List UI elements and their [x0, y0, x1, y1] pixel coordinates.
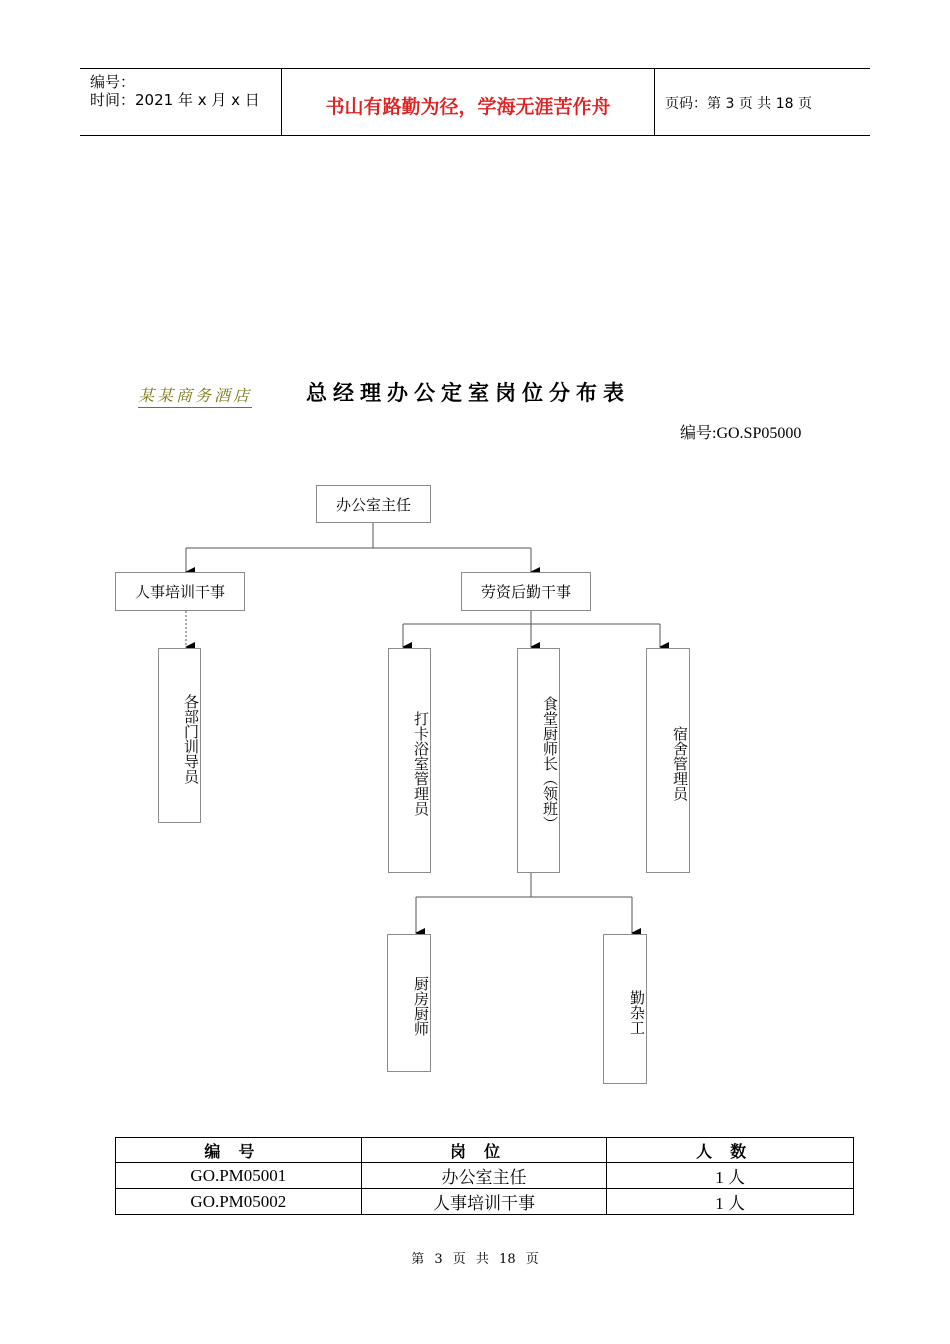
page-title: 总经理办公定室岗位分布表 — [306, 380, 630, 405]
position-table — [115, 1137, 854, 1215]
header-time-label: 时间：2021 年 x 月 x 日 — [90, 91, 260, 109]
header-page-info: 页码：第 3 页 共 18 页 — [665, 96, 812, 112]
table-cell: 人事培训干事 — [361, 1189, 607, 1215]
org-box-hr-training-officer: 人事培训干事 — [115, 572, 245, 611]
table-cell: 办公室主任 — [361, 1163, 607, 1189]
table-cell: 1 人 — [607, 1189, 854, 1215]
document-number: 编号:GO.SP05000 — [680, 425, 802, 442]
org-box-canteen-chef: 食堂厨师长（领班） — [517, 648, 560, 873]
table-header-row — [116, 1138, 854, 1163]
table-row — [116, 1163, 854, 1189]
org-box-kitchen-cook: 厨房厨师 — [387, 934, 431, 1072]
column-header-headcount: 人数 — [607, 1138, 854, 1163]
org-box-dept-trainer: 各部门训导员 — [158, 648, 201, 823]
hotel-name: 某某商务酒店 — [138, 383, 252, 408]
column-header-position: 岗位 — [361, 1138, 607, 1163]
header-motto: 书山有路勤为径，学海无涯苦作舟 — [325, 96, 611, 118]
org-box-handyman: 勤杂工 — [603, 934, 647, 1084]
org-box-labor-logistics-officer: 劳资后勤干事 — [461, 572, 591, 611]
org-box-bath-manager: 打卡浴室管理员 — [388, 648, 431, 873]
column-header-number: 编号 — [116, 1138, 362, 1163]
page-footer: 第 3 页 共 18 页 — [411, 1252, 539, 1267]
table-row — [116, 1189, 854, 1215]
header-number-label: 编号： — [90, 73, 136, 91]
org-box-office-director: 办公室主任 — [316, 485, 431, 523]
table-cell: 1 人 — [607, 1163, 854, 1189]
table-cell: GO.PM05002 — [116, 1189, 362, 1215]
org-box-dorm-manager: 宿舍管理员 — [646, 648, 690, 873]
table-cell: GO.PM05001 — [116, 1163, 362, 1189]
